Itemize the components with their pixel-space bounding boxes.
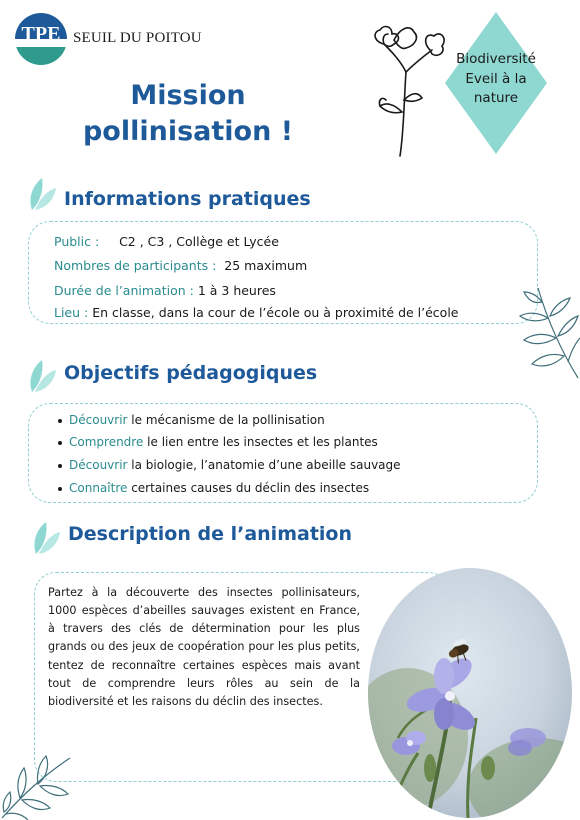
objective-item	[58, 413, 325, 427]
objective-verb: Découvrir	[69, 413, 128, 427]
info-participants	[54, 258, 307, 273]
objective-text: la biologie, l’anatomie d’une abeille sauvage	[127, 458, 401, 472]
objective-item	[58, 458, 401, 472]
flower-illustration	[370, 20, 450, 160]
objective-item	[58, 435, 378, 449]
title-line-2: pollinisation !	[82, 115, 294, 147]
info-label: Nombres de participants :	[54, 258, 217, 273]
info-value: C2 , C3 , Collège et Lycée	[119, 234, 279, 249]
info-value: 1 à 3 heures	[197, 283, 276, 298]
title-line-1: Mission	[130, 80, 246, 111]
objective-text: le lien entre les insectes et les plantes	[143, 435, 378, 449]
bullet	[58, 464, 62, 468]
logo-letters: TPE	[21, 23, 61, 45]
badge-line-3: nature	[473, 90, 519, 107]
bee-flower-photo	[368, 568, 572, 818]
objective-text: certaines causes du déclin des insectes	[127, 481, 370, 495]
page-title	[60, 78, 316, 150]
info-duration	[54, 283, 276, 298]
bullet	[58, 487, 62, 491]
objective-verb: Découvrir	[69, 458, 128, 472]
objective-text: le mécanisme de la pollinisation	[127, 413, 325, 427]
info-label: Durée de l’animation :	[54, 283, 194, 298]
info-location	[54, 305, 459, 320]
fern-decoration	[512, 282, 580, 382]
badge-line-1: Biodiversité	[456, 51, 536, 67]
info-label: Public :	[54, 234, 100, 249]
theme-badge-text	[446, 50, 546, 109]
section-title-description: Description de l’animation	[68, 523, 352, 545]
leaf-icon	[26, 354, 58, 394]
cpie-logo	[14, 12, 68, 66]
leaf-icon	[26, 172, 58, 212]
bullet	[58, 441, 62, 445]
info-label: Lieu :	[54, 305, 89, 320]
info-public	[54, 234, 279, 249]
bullet	[58, 419, 62, 423]
objective-item	[58, 481, 369, 495]
leaf-icon	[30, 516, 62, 556]
objective-verb: Connaître	[69, 481, 128, 495]
badge-line-2: Eveil à la	[465, 70, 527, 87]
info-value: 25 maximum	[224, 258, 308, 273]
objective-verb: Comprendre	[69, 435, 144, 449]
section-title-objectives: Objectifs pédagogiques	[64, 362, 318, 384]
fern-decoration	[0, 738, 74, 820]
section-title-info: Informations pratiques	[64, 188, 311, 210]
description-text: Partez à la découverte des insectes pollinisateurs, 1000 espèces d’abeilles sauvages existent en France, à travers des clés de détermination pour les plus grands ou des jeux de coopération pour les plus petits, tentez de reconnaître certaines espèces mais avant tout de comprendre leurs rôles au sein de la biodiversité et les raisons du déclin des insectes.	[48, 586, 360, 708]
brand-name: SEUIL DU POITOU	[73, 30, 202, 46]
info-value: En classe, dans la cour de l’école ou à proximité de l’école	[92, 305, 459, 320]
